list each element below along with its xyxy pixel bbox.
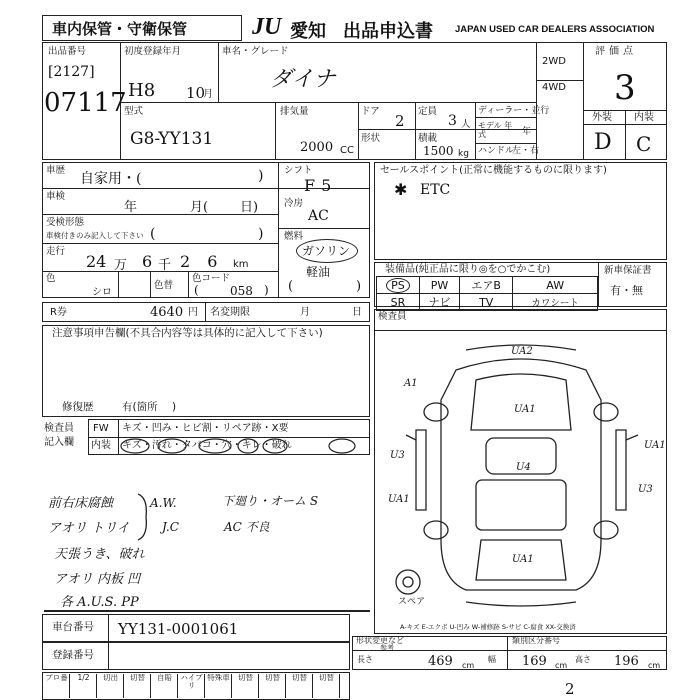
- equipment-grid: [376, 276, 598, 311]
- interior-value: C: [636, 132, 652, 156]
- first-reg-era: H8: [128, 80, 156, 101]
- association-name: JAPAN USED CAR DEALERS ASSOCIATION: [455, 24, 655, 35]
- int-items: キズ・汚れ・タバコ・穴・キレ・破れ: [122, 440, 292, 451]
- history-value: 自家用・(: [80, 171, 142, 187]
- capacity-label: 定員: [418, 106, 438, 117]
- mark-right-rear: U3: [638, 484, 653, 495]
- displacement-value: 2000: [300, 140, 334, 155]
- load-label: 積載: [418, 133, 438, 144]
- dim-width-label: 幅: [488, 655, 496, 664]
- recheck-note: 車検付きのみ記入して下さい: [46, 231, 144, 240]
- recycle-row: [42, 302, 370, 322]
- history-close: ): [258, 168, 264, 184]
- spare-label: スペア: [398, 597, 426, 607]
- dim-length-label: 長さ: [357, 655, 373, 664]
- bottom-cell-7: 切替: [233, 674, 259, 698]
- equip-pw: PW: [419, 277, 459, 294]
- hw-note-2: A.W.: [150, 496, 177, 510]
- inspection-label: 車検: [46, 191, 66, 202]
- bottom-cell-2: 切出: [98, 674, 124, 698]
- mark-right-side: UA1: [644, 440, 666, 451]
- fuel-label: 燃料: [284, 231, 304, 242]
- exterior-value: D: [594, 130, 612, 155]
- color-code-label: 色コード: [192, 273, 231, 284]
- int-label: 内装: [91, 440, 111, 451]
- color-change-label: 色替: [154, 280, 174, 291]
- dim-width-value: 169: [522, 654, 547, 669]
- doors-value: 2: [395, 112, 405, 130]
- first-reg-label: 初度登録年月: [124, 46, 182, 57]
- lot-bracket: [2127]: [48, 64, 95, 80]
- note-bracket: [134, 492, 154, 542]
- first-reg-month: 10: [186, 84, 206, 102]
- mark-left-mid: U3: [390, 450, 405, 461]
- mark-rear: UA1: [512, 554, 534, 565]
- aircon-label: 冷房: [284, 198, 304, 209]
- fuel-paren-open: (: [288, 279, 294, 294]
- exterior-label: 外装: [592, 112, 612, 123]
- capacity-unit: 人: [461, 119, 471, 130]
- bottom-cell-10: 切替: [314, 674, 340, 698]
- equip-navi: ナビ: [419, 294, 459, 311]
- handle-options: 左・右: [512, 146, 540, 156]
- mileage-man: 24: [86, 252, 107, 271]
- logo-region: 愛知: [290, 21, 326, 42]
- bottom-cell-1: 1/2: [71, 674, 97, 698]
- mark-bed: U4: [516, 462, 531, 473]
- equip-ps: PS: [377, 277, 420, 294]
- hw-note-8: アオリ 内板 凹: [54, 572, 141, 587]
- model-label: 型式: [124, 106, 144, 117]
- load-value: 1500: [423, 144, 454, 158]
- model-year-label: モデル 年式: [478, 121, 513, 139]
- storage-label: 車内保管・守衛保管: [52, 20, 188, 38]
- color-code-open: (: [194, 283, 199, 297]
- recycle-value: 4640: [150, 305, 184, 320]
- fuel-selected: ガソリン: [302, 244, 351, 258]
- displacement-label: 排気量: [280, 106, 309, 117]
- mark-left-front: A1: [404, 378, 418, 389]
- displacement-unit: CC: [340, 145, 354, 156]
- dim-height-label: 高さ: [575, 655, 591, 664]
- hw-note-4: アオリ トリイ: [48, 521, 130, 536]
- bottom-cell-4: 自賠: [152, 674, 178, 698]
- bottom-cell-3: 切替: [125, 674, 151, 698]
- recheck-close: ): [258, 226, 264, 242]
- int-items-circles: [120, 436, 360, 456]
- interior-label: 内装: [634, 112, 654, 123]
- registration-label: 登録番号: [52, 649, 94, 661]
- ref-label: 参考: [380, 644, 394, 652]
- color-code-value: 058: [230, 284, 253, 298]
- car-name-value: ダイナ: [270, 67, 336, 92]
- equip-airbag: エアB: [460, 277, 513, 294]
- bottom-cell-9: 切替: [287, 674, 313, 698]
- lot-label: 出品番号: [48, 46, 87, 57]
- name-change-label: 名変期限: [210, 307, 250, 318]
- drive-4wd: 4WD: [542, 82, 566, 93]
- equipment-label: 装備品(純正品に限り◎を○でかこむ): [385, 264, 551, 275]
- dim-height-unit: cm: [648, 661, 661, 670]
- form-title: 出品申込書: [343, 21, 433, 42]
- hw-note-1: 前右床腐蝕: [48, 496, 114, 511]
- repair-close: ): [172, 401, 177, 413]
- repair-label: 修復歴: [62, 401, 94, 413]
- inspection-year-unit: 年: [124, 200, 138, 215]
- dealer-label: ディーラー・並行: [478, 106, 550, 116]
- vehicle-diagram: [376, 340, 666, 610]
- load-unit: kg: [458, 149, 469, 159]
- equip-tv: TV: [460, 294, 513, 311]
- mark-hood: UA1: [514, 404, 536, 415]
- hw-note-5: J.C: [162, 520, 179, 534]
- dim-width-unit: cm: [555, 661, 568, 670]
- hw-note-9: 各 A.U.S. PP: [60, 595, 139, 610]
- history-label: 車歴: [46, 165, 66, 176]
- warranty-label: 新車保証書: [604, 265, 652, 276]
- name-change-day: 日: [352, 307, 362, 318]
- dim-length-value: 469: [428, 654, 453, 669]
- bottom-cell-5: ハイブリ: [179, 674, 205, 698]
- notes-label: 注意事項申告欄(不具合内容等は具体的に記入して下さい): [52, 327, 323, 339]
- color-code-close: ): [264, 283, 269, 297]
- mileage-rest: 2 6: [180, 252, 224, 271]
- first-reg-month-unit: 月: [203, 89, 213, 100]
- bottom-value: 2: [565, 680, 575, 698]
- selling-point-etc: ETC: [420, 182, 451, 198]
- mileage-unit: km: [233, 259, 249, 270]
- mileage-sen-unit: 千: [158, 258, 172, 273]
- dim-length-unit: cm: [462, 661, 475, 670]
- mark-left-rear: UA1: [388, 494, 410, 505]
- notes-underline: [44, 610, 370, 612]
- selling-points-box: [374, 162, 667, 260]
- chassis-label: 車台番号: [52, 621, 94, 633]
- shape-label: 形状: [361, 133, 381, 144]
- model-value: G8-YY131: [130, 129, 214, 149]
- fw-label: FW: [93, 423, 109, 434]
- recheck-label: 受検形態: [46, 217, 85, 228]
- bottom-cell-8: 切替: [260, 674, 286, 698]
- inspection-month-unit: 月(: [190, 200, 209, 215]
- car-name-label: 車名・グレード: [222, 46, 289, 57]
- mileage-sen: 6: [142, 252, 153, 271]
- bottom-cell-6: 特殊車: [206, 674, 232, 698]
- shift-value: F5: [304, 176, 338, 195]
- recheck-open: (: [150, 226, 156, 242]
- drive-2wd: 2WD: [542, 56, 566, 67]
- selling-points-label: セールスポイント(正常に機能するものに限ります): [380, 165, 607, 176]
- warranty-options: 有・無: [610, 284, 643, 297]
- aircon-value: AC: [308, 208, 329, 224]
- chassis-value: YY131-0001061: [118, 620, 239, 638]
- equip-aw: AW: [513, 277, 598, 294]
- mileage-man-unit: 万: [114, 258, 128, 273]
- equip-sr: SR: [377, 294, 420, 311]
- handle-label: ハンドル: [478, 146, 515, 156]
- check-label-2: 記入欄: [44, 437, 74, 448]
- mileage-label: 走行: [46, 246, 66, 257]
- fuel-paren-close: ): [356, 279, 362, 294]
- repair-value: 有(箇所: [122, 401, 158, 413]
- check-label-1: 検査員: [44, 423, 74, 434]
- selling-point-star: ✱: [394, 180, 408, 199]
- shape-change-label: 形状変更など: [356, 636, 404, 645]
- lot-number: 07117: [44, 88, 127, 118]
- fuel-other: 軽油: [306, 265, 331, 279]
- recycle-unit: 円: [188, 307, 198, 318]
- inspector-label: 検査員: [378, 311, 407, 322]
- ju-logo: JU: [252, 14, 282, 40]
- model-year-unit: 年: [522, 127, 532, 137]
- shift-label: シフト: [284, 165, 313, 176]
- hw-note-7: 天張うき、破れ: [54, 547, 145, 562]
- capacity-value: 3: [448, 113, 457, 129]
- dim-height-value: 196: [614, 654, 639, 669]
- color-label: 色: [46, 273, 56, 284]
- equip-leather: カワシート: [513, 294, 598, 311]
- score-value: 3: [614, 68, 636, 108]
- name-change-month: 月: [300, 307, 310, 318]
- doors-label: ドア: [361, 106, 380, 117]
- color-value: シロ: [92, 287, 112, 298]
- mark-front: UA2: [511, 346, 533, 357]
- bottom-cell-0: プロ番: [44, 674, 70, 698]
- recycle-label: R券: [50, 307, 67, 318]
- inspection-day-unit: 日): [240, 200, 259, 215]
- score-label: 評価点: [595, 46, 637, 57]
- fw-items: キズ・凹み・ヒビ割・リペア跡・X要: [122, 423, 289, 434]
- hw-note-3: 下廻り・オーム S: [222, 494, 319, 508]
- damage-legend: A-キズ E-エクボ U-凹み W-補修跡 S-サビ C-腐食 XX-交換済: [400, 623, 576, 631]
- class-label: 類別区分番号: [512, 636, 560, 645]
- hw-note-6: AC 不良: [224, 520, 270, 534]
